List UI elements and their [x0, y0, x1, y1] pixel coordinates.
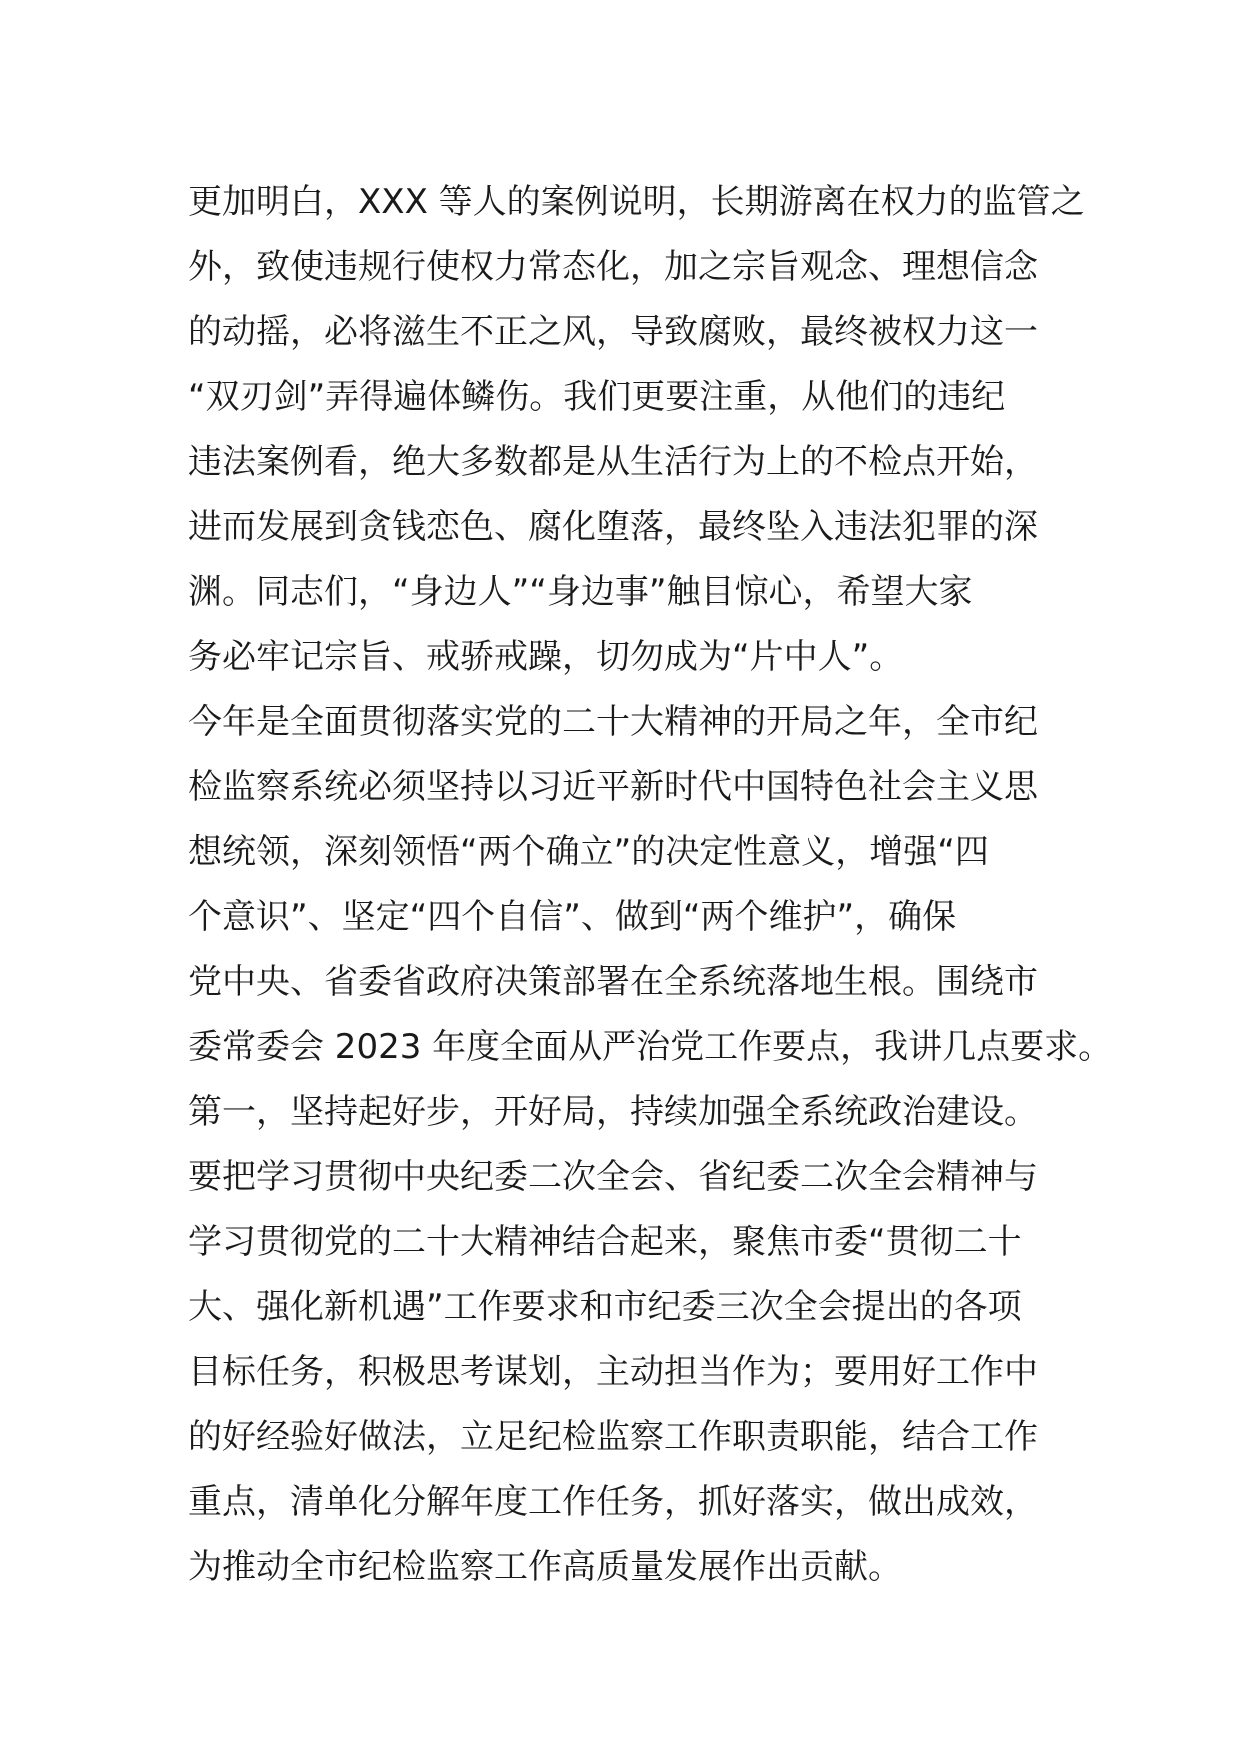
text-line: 第一，坚持起好步，开好局，持续加强全系统政治建设。 [188, 1092, 1038, 1132]
text-line: 大、强化新机遇”工作要求和市纪委三次全会提出的各项 [188, 1287, 1022, 1327]
text-line: 检监察系统必须坚持以习近平新时代中国特色社会主义思 [188, 767, 1038, 807]
text-line: 违法案例看，绝大多数都是从生活行为上的不检点开始， [188, 442, 1038, 482]
text-line: “双刃剑”弄得遍体鳞伤。我们更要注重，从他们的违纪 [188, 377, 1006, 417]
text-line: 渊。同志们，“身边人”“身边事”触目惊心，希望大家 [188, 572, 973, 612]
text-line: 委常委会 2023 年度全面从严治党工作要点，我讲几点要求。 [188, 1027, 1113, 1067]
body-text [188, 170, 1113, 1600]
text-line: 党中央、省委省政府决策部署在全系统落地生根。围绕市 [188, 962, 1038, 1002]
text-line: 重点，清单化分解年度工作任务，抓好落实，做出成效， [188, 1482, 1038, 1522]
text-line: 的动摇，必将滋生不正之风，导致腐败，最终被权力这一 [188, 312, 1038, 352]
text-line: 更加明白，XXX 等人的案例说明，长期游离在权力的监管之 [188, 182, 1085, 222]
text-line: 要把学习贯彻中央纪委二次全会、省纪委二次全会精神与 [188, 1157, 1038, 1197]
text-line: 今年是全面贯彻落实党的二十大精神的开局之年，全市纪 [188, 702, 1038, 742]
text-line: 进而发展到贪钱恋色、腐化堕落，最终坠入违法犯罪的深 [188, 507, 1038, 547]
text-line: 想统领，深刻领悟“两个确立”的决定性意义，增强“四 [188, 832, 989, 872]
text-line: 为推动全市纪检监察工作高质量发展作出贡献。 [188, 1547, 902, 1587]
text-line: 的好经验好做法，立足纪检监察工作职责职能，结合工作 [188, 1417, 1038, 1457]
text-line: 务必牢记宗旨、戒骄戒躁，切勿成为“片中人”。 [188, 637, 904, 677]
text-line: 学习贯彻党的二十大精神结合起来，聚焦市委“贯彻二十 [188, 1222, 1022, 1262]
text-line: 目标任务，积极思考谋划，主动担当作为；要用好工作中 [188, 1352, 1038, 1392]
text-line: 个意识”、坚定“四个自信”、做到“两个维护”，确保 [188, 897, 957, 937]
text-line: 外，致使违规行使权力常态化，加之宗旨观念、理想信念 [188, 247, 1038, 287]
